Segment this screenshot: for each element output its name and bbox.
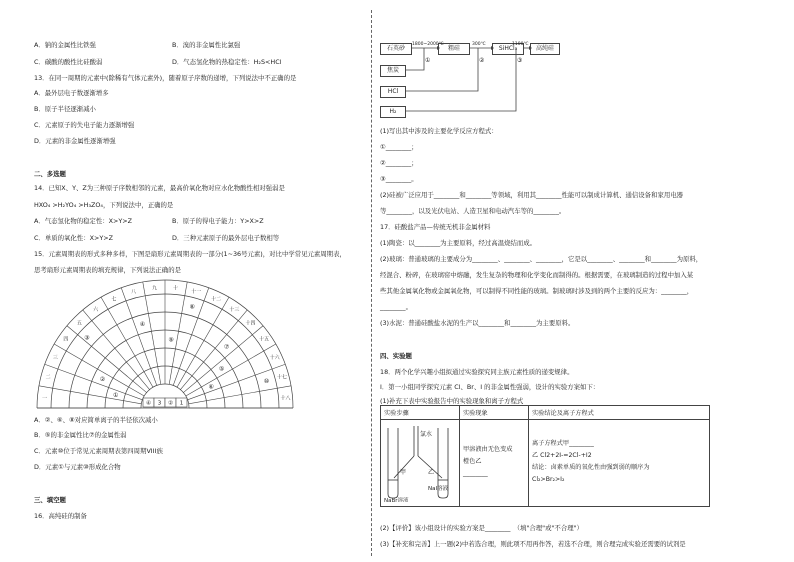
text-line: HXO₄ >H₂YO₄ >H₃ZO₄，下列说法中，正确的是 xyxy=(34,201,174,209)
text-line: 等________，以及光伏电站、人造卫星和电动汽车等的________。 xyxy=(380,207,566,215)
fan-spoke xyxy=(45,364,143,400)
text-line: ②________； xyxy=(380,159,418,167)
text-line: 15．元素周期表的形式多种多样，下图是扇形元素周期表的一部分(1~36号元素)，对比中学常见元素周期表， xyxy=(34,250,346,258)
text-line: C．元素原子的失电子能力逐渐增强 xyxy=(34,121,135,129)
fan-spoke xyxy=(177,297,229,387)
text-line: Ⅰ．第一小组同学探究元素 Cl、Br、I 的非金属性强弱，设计的实验方案如下： xyxy=(380,383,600,391)
text-line: 思考扇形元素周期表的填充规律，下列说法正确的是 xyxy=(34,266,181,274)
period-label: 四 xyxy=(63,336,69,343)
element-marker: ⑧ xyxy=(189,303,195,311)
element-marker: ② xyxy=(99,375,106,383)
text-line: D．元素①与元素⑩形成化合物 xyxy=(34,463,121,471)
text-line: (1)写出其中涉及的主要化学反应方程式： xyxy=(380,127,498,135)
text-line: 18．两个化学兴趣小组拟通过实验探究同主族元素性质的递变规律。 xyxy=(380,368,574,376)
text-line: 16．高纯硅的制备 xyxy=(34,512,87,520)
section-heading: 四、实验题 xyxy=(380,352,412,360)
fan-spoke xyxy=(173,288,209,386)
text-line: 14．已知X、Y、Z为三种原子序数相邻的元素，最高价氧化物对应水化物酸性相对强弱是 xyxy=(34,184,285,192)
text-line: (3)水泥：普通硅酸盐水泥的生产以________和________为主要原料。 xyxy=(380,319,575,327)
text-line: D．气态氢化物的热稳定性：H₂S<HCl xyxy=(172,58,282,66)
flow-step-3: ③ xyxy=(517,57,523,64)
period-label: 六 xyxy=(93,306,99,313)
flow-box-coke: 焦炭 xyxy=(380,65,406,77)
fan-spoke xyxy=(143,282,161,384)
period-label: 十七 xyxy=(276,374,287,381)
fan-spoke xyxy=(183,326,263,393)
tube-solution-1: NaBr溶液 xyxy=(384,498,409,502)
section-heading: 三、填空题 xyxy=(34,496,66,504)
fan-spoke xyxy=(169,282,187,384)
flow-step-1: ① xyxy=(425,57,431,64)
text-line: (2)硅被广泛应用于________和________等领域，利用其________性能可以制成计算机、通信设备和家用电器 xyxy=(380,191,684,199)
conclusion-line: 乙 Cl2+2I-=2Cl-+I2 xyxy=(532,452,592,459)
text-line: B．⑤的非金属性比⑦的金属性弱 xyxy=(34,431,127,439)
conclusion-line: Cl₂>Br₂>I₂ xyxy=(532,476,565,483)
period-label: 十 xyxy=(173,285,179,292)
test-tube-diagram xyxy=(384,422,452,502)
table-header: 实验步骤 xyxy=(381,406,460,420)
text-line: A．②、⑥、⑧对应简单离子的半径依次减小 xyxy=(34,416,158,424)
fan-spoke xyxy=(186,344,276,396)
flow-box-quartz: 石英砂 xyxy=(380,43,412,55)
element-marker: ① xyxy=(113,391,119,399)
fan-spoke xyxy=(39,386,141,404)
fan-periodic-table xyxy=(30,276,300,411)
period-label: 十一 xyxy=(191,289,202,296)
fan-spoke xyxy=(67,326,147,393)
text-line: (2)【评价】该小组设计的实验方案是________ （填"合理"或"不合理"） xyxy=(380,524,583,532)
element-marker: ⑦ xyxy=(223,343,230,351)
table-header: 实验现象 xyxy=(460,406,529,420)
tube-solution-2: NaI溶液 xyxy=(428,486,449,492)
experiment-apparatus xyxy=(381,420,460,507)
experiment-table xyxy=(380,405,710,507)
period-label: 一 xyxy=(41,395,47,402)
phenomena-line: 橙色乙 xyxy=(463,458,482,465)
period-label: 七 xyxy=(111,296,117,303)
text-line: A．气态氢化物的稳定性：X>Y>Z xyxy=(34,217,133,225)
period-label: 九 xyxy=(151,285,157,292)
flow-box-sihcl3: SiHCl₃ xyxy=(492,43,524,55)
text-line: (2)玻璃：普通玻璃的主要成分为________、________、________，它是以________、________和________为原料， xyxy=(380,255,703,263)
text-line: (3)【补充和完善】上一题(2)中若选合理，则此项不用再作答，若选不合理，则合理完成实验还需要的试剂是 xyxy=(380,540,686,548)
base-cell-label: 1 xyxy=(179,400,184,407)
period-label: 五 xyxy=(76,320,82,327)
text-line: 些其他金属氧化物或金属氧化物，可以制得不同性能的玻璃。制玻璃时涉及到的两个主要的反应为：________， xyxy=(380,287,694,295)
text-line: ________。 xyxy=(380,303,412,311)
text-line: C．碳酸的酸性比硅酸弱 xyxy=(34,58,103,66)
period-label: 十二 xyxy=(211,296,222,303)
text-line: B．原子半径逐渐减小 xyxy=(34,105,96,113)
period-label: 十四 xyxy=(245,320,256,327)
column-divider xyxy=(371,10,372,556)
fan-spoke xyxy=(121,288,157,386)
period-label: 十五 xyxy=(259,336,270,343)
tube-label-2: 乙 xyxy=(428,469,435,476)
flow-box-hcl: HCl xyxy=(380,86,406,98)
element-marker: ⑥ xyxy=(208,383,214,391)
period-label: 八 xyxy=(131,289,137,296)
text-line: A．钠的金属性比铁强 xyxy=(34,41,96,49)
fan-spoke xyxy=(101,297,153,387)
period-label: 十六 xyxy=(269,354,280,361)
flow-box-crude-si: 粗硅 xyxy=(438,43,470,55)
experiment-phenomena xyxy=(460,420,529,507)
text-line: B．原子的得电子能力：Y>X>Z xyxy=(172,217,264,225)
experiment-conclusion xyxy=(529,420,710,507)
text-line: D．三种元素原子的最外层电子数相等 xyxy=(172,234,280,242)
text-line: ①________； xyxy=(380,143,418,151)
text-line: ③________。 xyxy=(380,175,418,183)
text-line: C．元素⑩位于常见元素周期表第四周期VIII族 xyxy=(34,447,163,455)
flow-temp-3: 1100℃ xyxy=(512,42,529,47)
table-header: 实验结论及离子方程式 xyxy=(529,406,710,420)
flow-step-2: ② xyxy=(479,57,485,64)
text-line: (1)补充下表中实验报告中的实验现象和离子方程式 xyxy=(380,397,524,405)
fan-spoke xyxy=(54,344,144,396)
base-cell-label: ④ xyxy=(146,400,151,407)
period-label: 三 xyxy=(52,354,58,361)
flow-temp-2: 300℃ xyxy=(472,42,486,47)
conclusion-line: 离子方程式甲________ xyxy=(532,440,594,447)
phenomena-line: 甲溶液由无色变成 xyxy=(463,446,513,453)
period-label: 二 xyxy=(45,374,51,381)
element-marker: ⑨ xyxy=(168,336,174,344)
element-marker: ④ xyxy=(139,320,146,328)
text-line: 经混合、粉碎，在玻璃窑中熔融，发生复杂的物理和化学变化而制得的。根据需要，在玻璃制造的过程中加入某 xyxy=(380,271,694,279)
text-line: 17．硅酸盐产品—传统无机非金属材料 xyxy=(380,223,491,231)
fan-spoke xyxy=(180,310,247,390)
text-line: 13．在同一周期的元素中(除稀有气体元素外)，随着原子序数的递增，下列说法中不正确的是 xyxy=(34,74,297,82)
flow-temp-1: 1800~2000℃ xyxy=(412,42,444,47)
fan-spoke xyxy=(188,364,286,400)
element-marker: ③ xyxy=(84,334,90,342)
section-heading: 二、多选题 xyxy=(34,170,66,178)
phenomena-blank: ________ xyxy=(463,470,488,477)
period-label: 十八 xyxy=(280,395,291,402)
tube-label-1: 甲 xyxy=(400,469,407,476)
flow-arrows xyxy=(378,36,568,126)
fan-spoke xyxy=(189,386,291,404)
base-cell-label: ② xyxy=(168,400,173,407)
element-marker: ⑩ xyxy=(263,377,270,385)
flow-box-h2: H₂ xyxy=(380,106,406,118)
text-line: B．溴的非金属性比氯强 xyxy=(172,41,241,49)
base-cell-label: 3 xyxy=(157,400,162,407)
element-marker: ⑤ xyxy=(218,365,225,373)
flow-box-pure-si: 高纯硅 xyxy=(530,43,560,55)
text-line: (1)陶瓷：以________为主要原料，经过高温烧结而成。 xyxy=(380,239,537,247)
text-line: A．最外层电子数逐渐增多 xyxy=(34,89,109,97)
period-label: 十三 xyxy=(229,306,240,313)
text-line: C．单质的氧化性：X>Y>Z xyxy=(34,234,113,242)
conclusion-line: 结论：卤素单质的氧化性由强到弱的顺序为 xyxy=(532,464,650,471)
text-line: D．元素的非金属性逐渐增强 xyxy=(34,137,116,145)
reagent-label: 氯水 xyxy=(420,431,433,438)
